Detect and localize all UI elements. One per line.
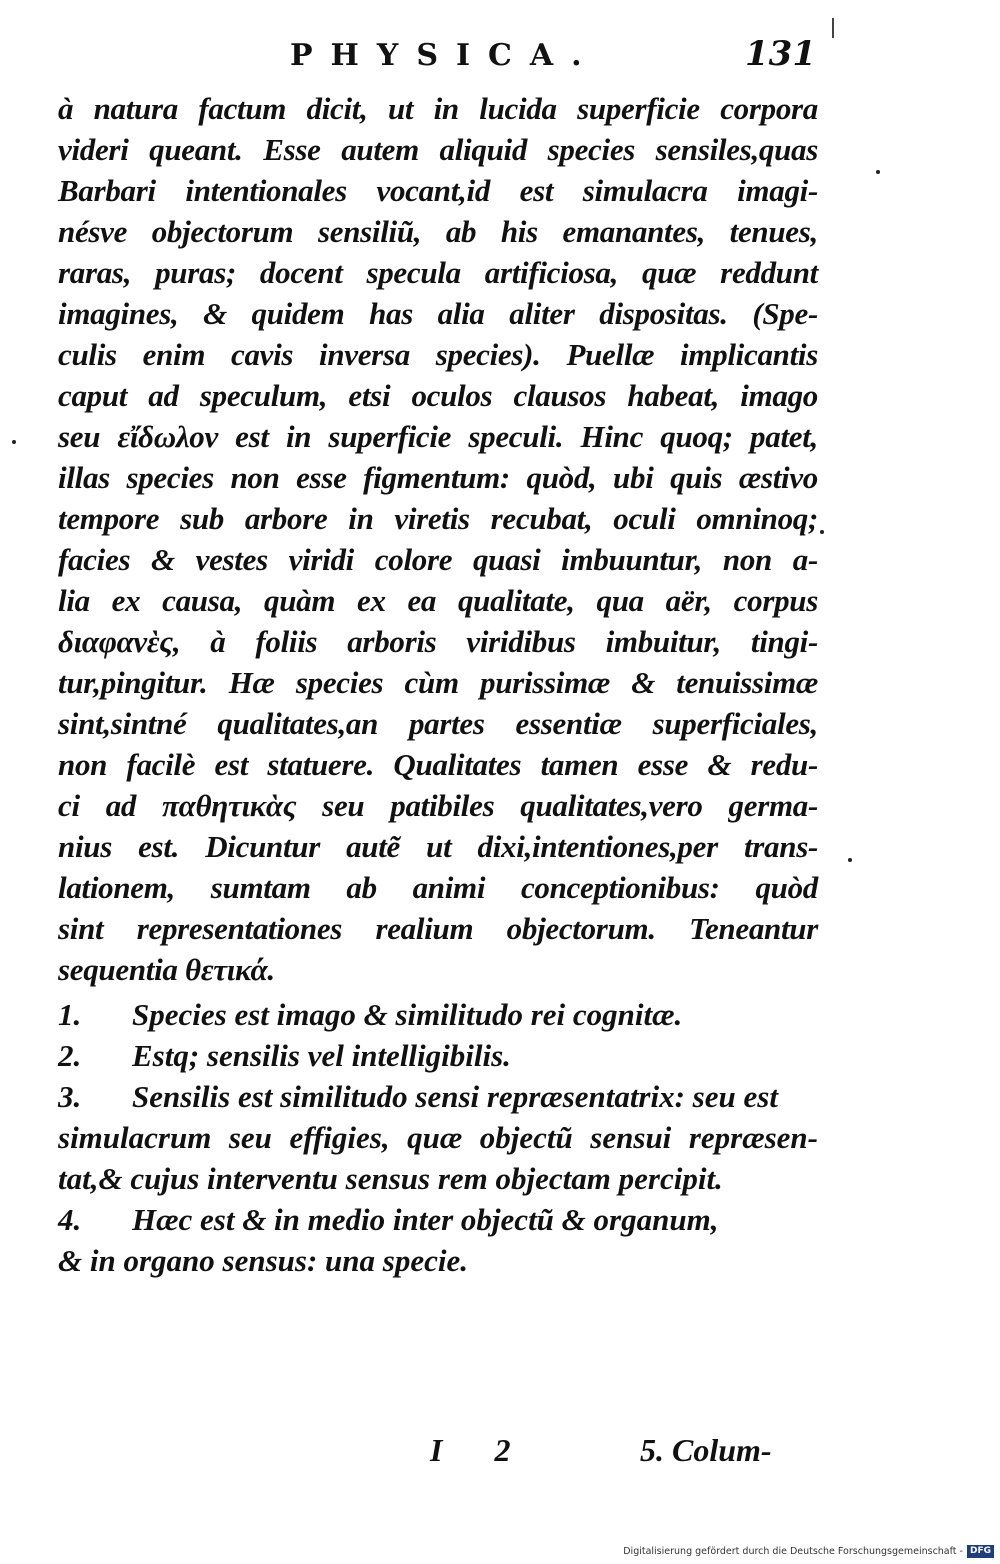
print-speck — [820, 530, 824, 534]
thesis-text: Sensilis est similitudo sensi repræsentatrix: seu est — [132, 1079, 778, 1114]
credit-text: Digitalisierung gefördert durch die Deutsche Forschungsgemeinschaft - — [623, 1546, 963, 1557]
thesis-text: Species est imago & similitudo rei cognitæ. — [132, 997, 683, 1032]
text-line: sequentia θετικά. — [58, 952, 275, 987]
text-line: tempore sub arbore in viretis recubat, oculi omninoq; — [58, 501, 818, 536]
page-foot — [0, 1432, 1000, 1476]
signature-mark: I 2 — [430, 1432, 533, 1468]
text-line: Barbari intentionales vocant,id est simulacra imagi- — [58, 173, 818, 208]
text-line: non facilè est statuere. Qualitates tamen esse & redu- — [58, 747, 818, 782]
text-line: raras, puras; docent specula artificiosa, quæ reddunt — [58, 255, 818, 290]
text-line: à natura factum dicit, ut in lucida superficie corpora — [58, 91, 818, 126]
thesis-text: Hæc est & in medio inter objectũ & organum, — [132, 1202, 719, 1237]
body-text — [58, 88, 818, 1281]
text-line: διαφανὲς, à foliis arboris viridibus imbuitur, tingi- — [58, 624, 818, 659]
thesis-text: Estq; sensilis vel intelligibilis. — [132, 1038, 511, 1073]
running-head — [0, 34, 1000, 78]
thesis-continuation: simulacrum seu effigies, quæ objectũ sensui repræsen- — [58, 1120, 818, 1155]
thesis-number: 4. — [58, 1202, 82, 1237]
theses-list — [58, 994, 818, 1281]
text-line: lia ex causa, quàm ex ea qualitate, qua aër, corpus — [58, 583, 818, 618]
print-speck — [848, 858, 852, 862]
page-edge-mark — [832, 18, 834, 38]
text-line: tur,pingitur. Hæ species cùm purissimæ & tenuissimæ — [58, 665, 818, 700]
page-number: 131 — [745, 34, 816, 74]
text-line: nius est. Dicuntur autẽ ut dixi,intentiones,per trans- — [58, 829, 818, 864]
text-line: culis enim cavis inversa species). Puellæ implicantis — [58, 337, 818, 372]
text-line: sint,sintné qualitates,an partes essentiæ superficiales, — [58, 706, 818, 741]
running-head-title: PHYSICA. — [290, 38, 600, 73]
text-line: sint representationes realium objectorum. Teneantur — [58, 911, 818, 946]
dfg-logo: DFG — [967, 1545, 994, 1558]
text-line: illas species non esse figmentum: quòd, ubi quis æstivo — [58, 460, 818, 495]
print-speck — [12, 440, 16, 444]
text-line: lationem, sumtam ab animi conceptionibus: quòd — [58, 870, 818, 905]
thesis-number: 3. — [58, 1079, 82, 1114]
thesis-continuation: & in organo sensus: una specie. — [58, 1243, 468, 1278]
text-line: caput ad speculum, etsi oculos clausos habeat, imago — [58, 378, 818, 413]
text-line: seu εἴδωλον est in superficie speculi. Hinc quoq; patet, — [58, 419, 818, 454]
text-line: nésve objectorum sensiliũ, ab his emanantes, tenues, — [58, 214, 818, 249]
thesis-item — [58, 1199, 818, 1240]
text-line: facies & vestes viridi colore quasi imbuuntur, non a- — [58, 542, 818, 577]
thesis-number: 2. — [58, 1038, 82, 1073]
main-paragraph — [58, 88, 818, 990]
text-line: ci ad παθητικὰς seu patibiles qualitates,vero germa- — [58, 788, 818, 823]
thesis-number: 1. — [58, 997, 82, 1032]
catchword: 5. Colum- — [640, 1432, 772, 1468]
thesis-item — [58, 1076, 818, 1117]
thesis-continuation: tat,& cujus interventu sensus rem objectam percipit. — [58, 1161, 723, 1196]
thesis-item — [58, 1035, 818, 1076]
text-line: videri queant. Esse autem aliquid species sensiles,quas — [58, 132, 818, 167]
print-speck — [876, 170, 880, 174]
text-line: imagines, & quidem has alia aliter dispositas. (Spe- — [58, 296, 818, 331]
digitization-credit — [623, 1545, 994, 1558]
thesis-item — [58, 994, 818, 1035]
